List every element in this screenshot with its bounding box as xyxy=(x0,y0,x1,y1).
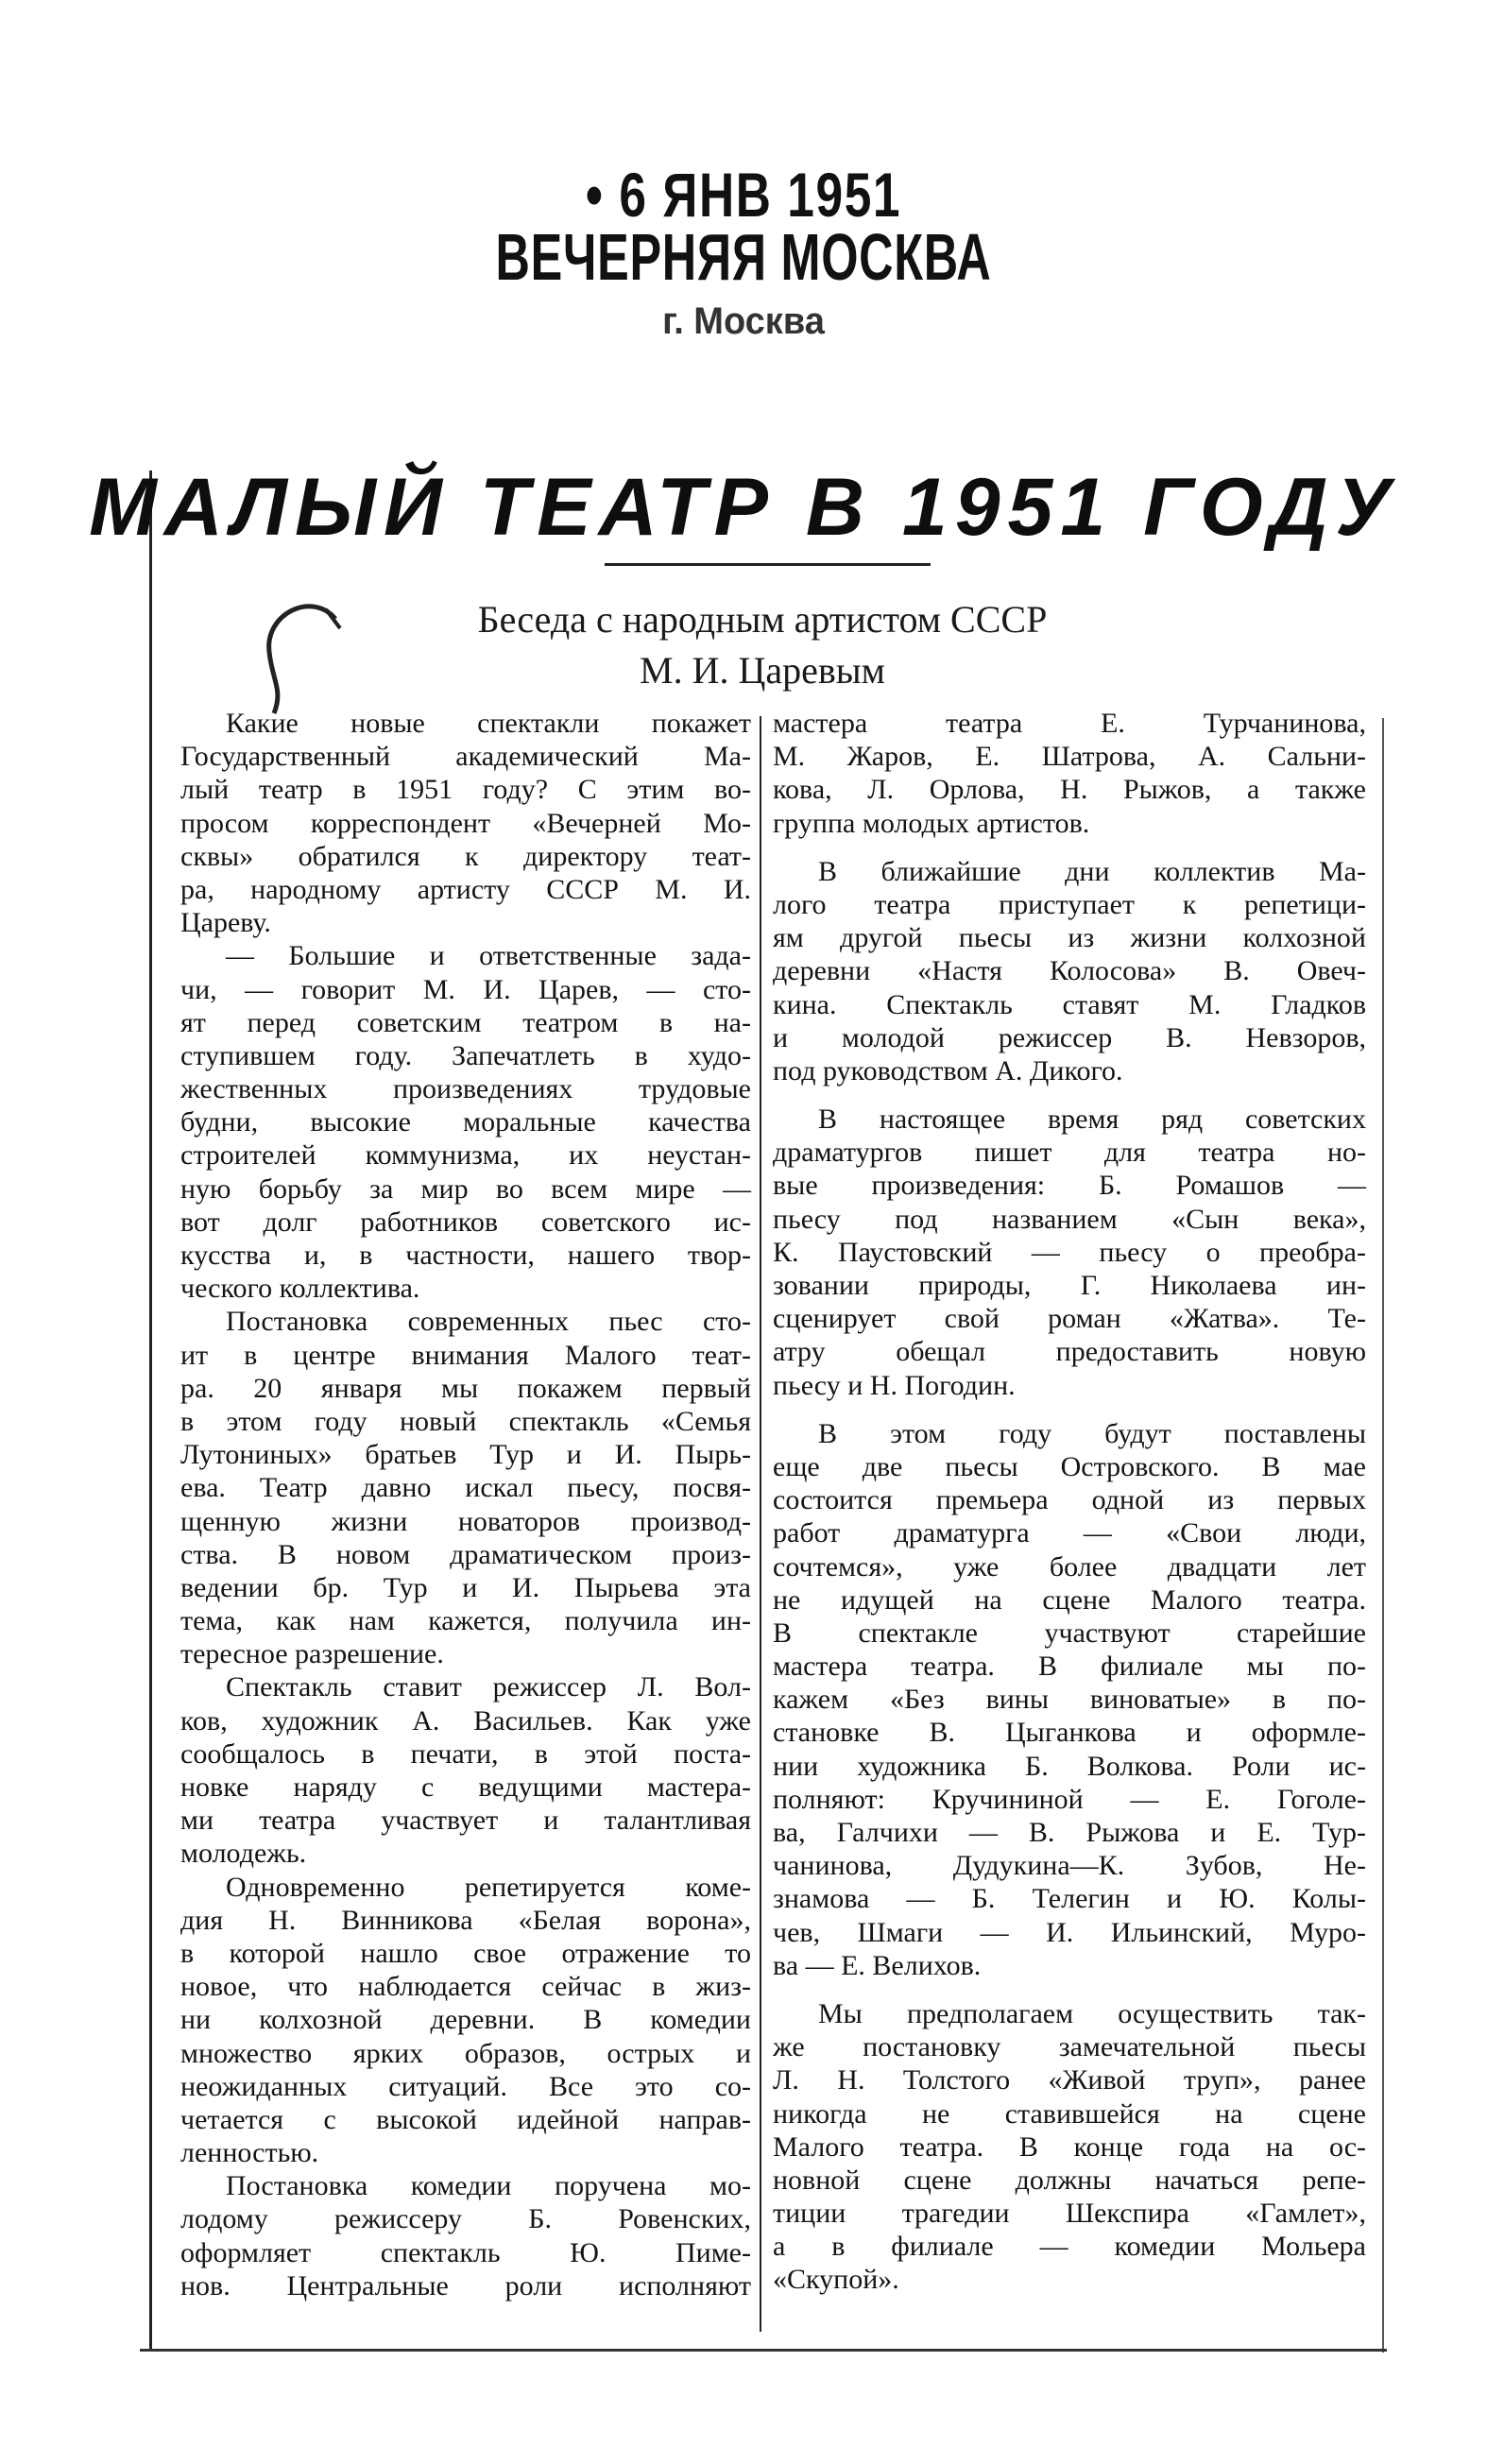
text-line: оформляет спектакль Ю. Пиме- xyxy=(180,2236,751,2268)
article-column-right xyxy=(773,707,1366,2297)
text-line: сквы» обратился к директору теат- xyxy=(180,840,751,872)
article-paragraph xyxy=(773,1997,1366,2297)
text-line: сочтемся», уже более двадцати лет xyxy=(773,1550,1366,1583)
text-line: Цареву. xyxy=(180,907,271,939)
text-line: дия Н. Винникова «Белая ворона», xyxy=(180,1904,751,1936)
text-line: молодежь. xyxy=(180,1838,307,1870)
article-subtitle-line1: Беседа с народным артистом СССР xyxy=(477,598,1048,641)
text-line: В спектакле участвуют старейшие xyxy=(773,1617,1366,1649)
text-line: будни, высокие моральные качества xyxy=(180,1106,751,1138)
text-line: пьесу под названием «Сын века», xyxy=(773,1203,1366,1235)
article-subtitle-line2: М. И. Царевым xyxy=(640,649,885,692)
article-paragraph xyxy=(773,1103,1366,1402)
article-paragraph xyxy=(773,855,1366,1087)
text-line: ленностью. xyxy=(180,2137,319,2169)
text-line: работ драматурга — «Свои люди, xyxy=(773,1517,1366,1549)
text-line: ева. Театр давно искал пьесу, посвя- xyxy=(180,1472,751,1504)
frame-bottom-rule xyxy=(140,2349,1387,2352)
text-line: в этом году новый спектакль «Семья xyxy=(180,1405,751,1437)
frame-right-rule xyxy=(1382,718,1384,2353)
text-line: нии художника Б. Волкова. Роли ис- xyxy=(773,1750,1366,1782)
text-line: неожиданных ситуаций. Все это со- xyxy=(180,2070,751,2102)
text-line: ра, народному артисту СССР М. И. xyxy=(180,873,751,905)
stamp-city: г. Москва xyxy=(662,300,825,342)
text-line: ков, художник А. Васильев. Как уже xyxy=(180,1704,751,1737)
text-line: Одновременно репетируется коме- xyxy=(226,1871,751,1903)
title-underline xyxy=(605,563,931,566)
stamp-newspaper-name: ВЕЧЕРНЯЯ МОСКВА xyxy=(495,220,992,294)
text-line: Малого театра. В конце года на ос- xyxy=(773,2130,1366,2163)
text-line: В ближайшие дни коллектив Ма- xyxy=(818,855,1366,887)
text-line: кова, Л. Орлова, Н. Рыжов, а также xyxy=(773,774,1366,806)
text-line: — Большие и ответственные зада- xyxy=(226,940,751,972)
text-line: лого театра приступает к репетици- xyxy=(773,888,1366,920)
text-line: щенную жизни новаторов производ- xyxy=(180,1505,751,1537)
text-line: Государственный академический Ма- xyxy=(180,741,751,773)
text-line: ра. 20 января мы покажем первый xyxy=(180,1372,751,1404)
text-line: никогда не ставившейся на сцене xyxy=(773,2097,1366,2130)
article-paragraph xyxy=(180,707,751,939)
text-line: знамова — Б. Телегин и Ю. Колы- xyxy=(773,1883,1366,1915)
column-divider xyxy=(760,716,761,2332)
text-line: полняют: Кручининой — Е. Гоголе- xyxy=(773,1783,1366,1815)
text-line: ства. В новом драматическом произ- xyxy=(180,1538,751,1570)
text-line: Мы предполагаем осуществить так- xyxy=(818,1997,1366,2029)
text-line: ва — Е. Велихов. xyxy=(773,1949,982,1981)
text-line: новной сцене должны начаться репе- xyxy=(773,2164,1366,2196)
article-paragraph xyxy=(180,939,751,1305)
text-line: В настоящее время ряд советских xyxy=(818,1104,1366,1136)
text-line: атру обещал предоставить новую xyxy=(773,1336,1366,1368)
text-line: новке наряду с ведущими мастера- xyxy=(180,1771,751,1803)
article-paragraph xyxy=(180,1670,751,1870)
text-line: лодому режиссеру Б. Ровенских, xyxy=(180,2203,751,2235)
text-line: строителей коммунизма, их неустан- xyxy=(180,1139,751,1172)
text-line: чи, — говорит М. И. Царев, — сто- xyxy=(180,973,751,1005)
text-line: М. Жаров, Е. Шатрова, А. Сальни- xyxy=(773,741,1366,773)
text-line: кусства и, в частности, нашего твор- xyxy=(180,1240,751,1271)
text-line: ведении бр. Тур и И. Пырьева эта xyxy=(180,1571,751,1603)
text-line: группа молодых артистов. xyxy=(773,807,1090,839)
text-line: еще две пьесы Островского. В мае xyxy=(773,1450,1366,1482)
article-paragraph xyxy=(773,707,1366,840)
text-line: драматургов пишет для театра но- xyxy=(773,1137,1366,1169)
text-line: ми театра участвует и талантливая xyxy=(180,1805,751,1837)
text-line: кина. Спектакль ставят М. Гладков xyxy=(773,988,1366,1020)
text-line: в которой нашло свое отражение то xyxy=(180,1937,751,1969)
text-line: становке В. Цыганкова и оформле- xyxy=(773,1717,1366,1749)
text-line: Какие новые спектакли покажет xyxy=(226,708,751,739)
article-column-left xyxy=(180,707,751,2302)
text-line: К. Паустовский — пьесу о преобра- xyxy=(773,1236,1366,1268)
text-line: мастера театра Е. Турчанинова, xyxy=(773,708,1366,739)
text-line: сообщалось в печати, в этой поста- xyxy=(180,1737,751,1770)
text-line: нов. Центральные роли исполняют xyxy=(180,2269,751,2301)
text-line: ям другой пьесы из жизни колхозной xyxy=(773,922,1366,954)
text-line: деревни «Настя Колосова» В. Овеч- xyxy=(773,955,1366,987)
text-line: ит в центре внимания Малого теат- xyxy=(180,1339,751,1371)
text-line: тиции трагедии Шекспира «Гамлет», xyxy=(773,2198,1366,2230)
text-line: вот долг работников советского ис- xyxy=(180,1206,751,1238)
frame-left-rule xyxy=(149,471,152,2351)
text-line: пьесу и Н. Погодин. xyxy=(773,1369,1016,1401)
text-line: ческого коллектива. xyxy=(180,1273,420,1305)
text-line: сценирует свой роман «Жатва». Те- xyxy=(773,1303,1366,1335)
article-paragraph xyxy=(773,1417,1366,1982)
text-line: чанинова, Дудукина—К. Зубов, Не- xyxy=(773,1850,1366,1882)
text-line: тема, как нам кажется, получила ин- xyxy=(180,1605,751,1637)
text-line: В этом году будут поставлены xyxy=(818,1417,1366,1449)
text-line: Постановка комедии поручена мо- xyxy=(226,2170,751,2202)
text-line: и молодой режиссер В. Невзоров, xyxy=(773,1021,1366,1053)
text-line: мастера театра. В филиале мы по- xyxy=(773,1651,1366,1683)
text-line: Л. Н. Толстого «Живой труп», ранее xyxy=(773,2064,1366,2096)
text-line: множество ярких образов, острых и xyxy=(180,2037,751,2069)
text-line: ную борьбу за мир во всем мире — xyxy=(180,1172,751,1205)
text-line: лый театр в 1951 году? С этим во- xyxy=(180,774,751,806)
text-line: не идущей на сцене Малого театра. xyxy=(773,1583,1366,1616)
text-line: жественных произведениях трудовые xyxy=(180,1073,751,1105)
text-line: «Скупой». xyxy=(773,2264,899,2296)
text-line: под руководством А. Дикого. xyxy=(773,1054,1123,1087)
text-line: ва, Галчихи — В. Рыжова и Е. Тур- xyxy=(773,1817,1366,1848)
text-line: четается с высокой идейной направ- xyxy=(180,2103,751,2135)
text-line: ни колхозной деревни. В комедии xyxy=(180,2004,751,2036)
article-paragraph xyxy=(180,2169,751,2302)
text-line: новое, что наблюдается сейчас в жиз- xyxy=(180,1971,751,2003)
text-line: просом корреспондент «Вечерней Мо- xyxy=(180,807,751,839)
text-line: состоится премьера одной из первых xyxy=(773,1484,1366,1516)
text-line: вые произведения: Б. Ромашов — xyxy=(773,1170,1366,1202)
text-line: кажем «Без вины виноватые» в по- xyxy=(773,1684,1366,1716)
text-line: Лутониных» братьев Тур и И. Пырь- xyxy=(180,1439,751,1471)
text-line: Спектакль ставит режиссер Л. Вол- xyxy=(226,1671,751,1703)
text-line: ступившем году. Запечатлеть в худо- xyxy=(180,1039,751,1071)
text-line: тересное разрешение. xyxy=(180,1638,444,1670)
article-paragraph xyxy=(180,1305,751,1670)
article-title: МАЛЫЙ ТЕАТР В 1951 ГОДУ xyxy=(89,462,1398,553)
text-line: же постановку замечательной пьесы xyxy=(773,2031,1366,2063)
stamp-date: • 6 ЯНВ 1951 xyxy=(585,160,902,230)
article-paragraph xyxy=(180,1871,751,2170)
text-line: а в филиале — комедии Мольера xyxy=(773,2231,1366,2263)
text-line: ят перед советским театром в на- xyxy=(180,1006,751,1038)
text-line: Постановка современных пьес сто- xyxy=(226,1306,751,1338)
text-line: зовании природы, Г. Николаева ин- xyxy=(773,1270,1366,1301)
text-line: чев, Шмаги — И. Ильинский, Муро- xyxy=(773,1916,1366,1948)
